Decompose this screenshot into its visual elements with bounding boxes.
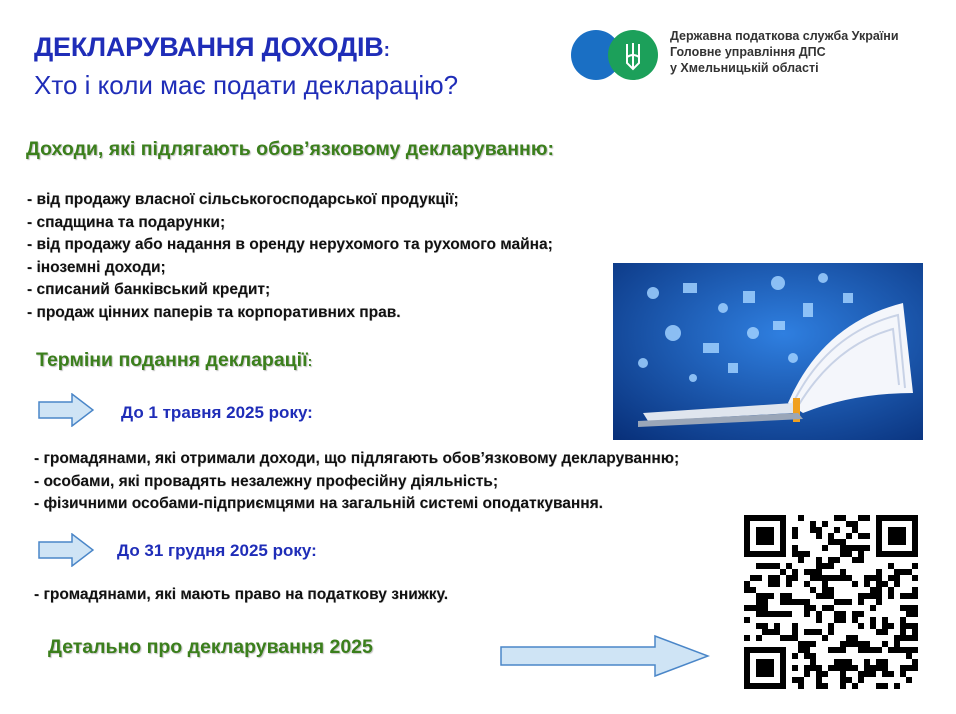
income-list	[27, 189, 553, 324]
deadline-december: До 31 грудня 2025 року:	[117, 541, 317, 560]
list-item: - фізичними особами-підприємцями на загальній системі оподаткування.	[34, 495, 603, 512]
page-title: ДЕКЛАРУВАННЯ ДОХОДІВ:	[34, 32, 390, 62]
deadline-may: До 1 травня 2025 року:	[121, 403, 313, 422]
income-heading: Доходи, які підлягають обов’язковому декларуванню:	[26, 138, 554, 160]
details-link-text: Детально про декларування 2025	[48, 636, 373, 658]
terms-heading: Терміни подання декларації:	[36, 349, 313, 371]
arrow-right-icon	[38, 533, 94, 567]
arrow-right-icon	[500, 634, 710, 678]
arrow-right-icon	[38, 393, 94, 427]
list-item: - громадянами, які отримали доходи, що підлягають обов’язковому декларуванню;	[34, 450, 680, 467]
terms-list-december	[34, 584, 448, 607]
terms-list-may	[34, 448, 679, 516]
list-item: - спадщина та подарунки;	[27, 213, 226, 231]
page-subtitle: Хто і коли має подати декларацію?	[34, 70, 459, 100]
list-item: - продаж цінних паперів та корпоративних прав.	[27, 303, 401, 321]
list-item: - громадянами, які мають право на податкову знижку.	[34, 586, 449, 603]
laptop-book-illustration	[613, 263, 923, 440]
org-name: Державна податкова служба України Головне управління ДПС у Хмельницькій області	[670, 29, 899, 75]
list-item: - від продажу власної сільськогосподарської продукції;	[27, 191, 459, 208]
list-item: - від продажу або надання в оренду нерухомого та рухомого майна;	[27, 236, 553, 253]
list-item: - особами, які провадять незалежну професійну діяльність;	[34, 472, 498, 490]
list-item: - списаний банківський кредит;	[27, 281, 271, 298]
list-item: - іноземні доходи;	[27, 258, 166, 276]
dps-logo-icon	[570, 29, 672, 81]
qr-code-icon[interactable]	[744, 515, 918, 689]
